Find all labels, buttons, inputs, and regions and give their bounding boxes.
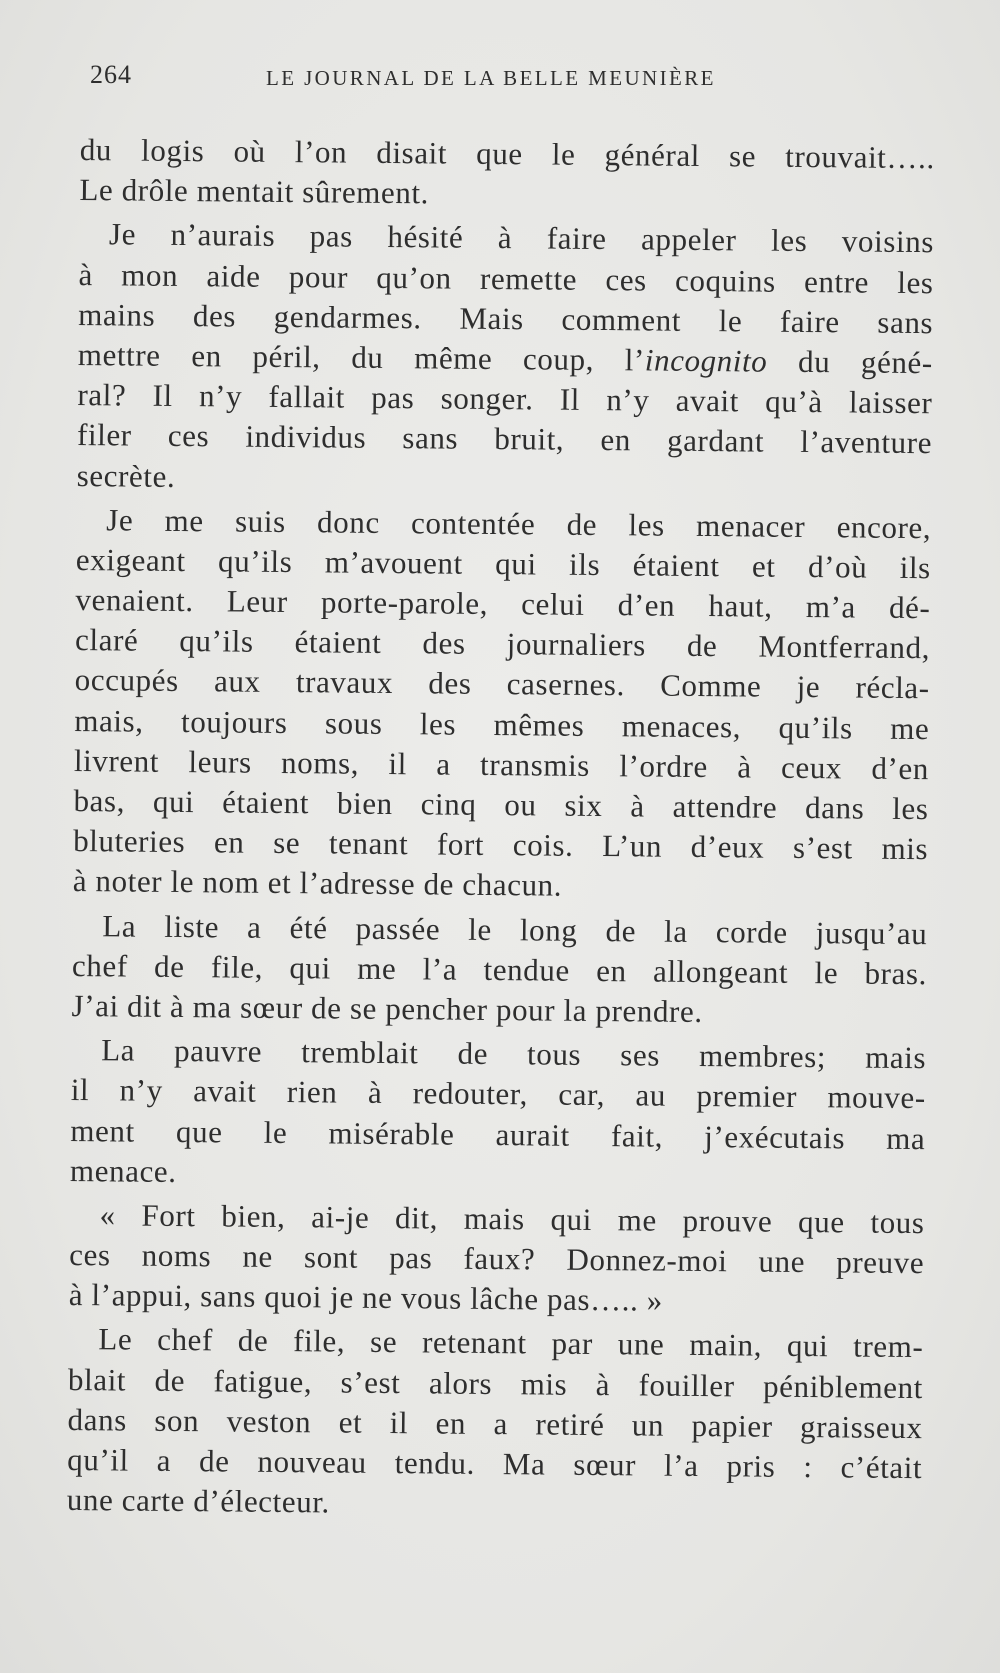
text-line: livrent leurs noms, il a transmis l’ordre à ceux d’en	[73, 742, 930, 786]
text-line: bluteries en se tenant fort cois. L’un d’eux s’est mis	[73, 823, 929, 867]
body-text	[67, 130, 935, 1529]
text-line: chef de file, qui me l’a tendue en allongeant le bras.	[71, 947, 928, 991]
text-line: exigeant qu’ils m’avouent qui ils étaient et d’où ils	[75, 541, 932, 586]
text-line: ral? Il n’y fallait pas songer. Il n’y avait qu’à laisser	[77, 377, 933, 421]
text-line: qu’il a de nouveau tendu. Ma sœur l’a pris : c’était	[67, 1441, 923, 1486]
text-line: Je me suis donc contentée de les menacer encore,	[106, 501, 932, 545]
text-line: ment que le misérable aurait fait, j’exécutais ma	[70, 1112, 926, 1156]
text-line: secrète.	[76, 457, 176, 494]
text-line: venaient. Leur porte-parole, celui d’en haut, m’a dé-	[75, 582, 931, 626]
text-line: dans son veston et il en a retiré un papier graisseux	[67, 1401, 923, 1445]
text-line: blait de fatigue, s’est alors mis à fouiller péniblement	[67, 1361, 924, 1405]
text-line: du logis où l’on disait que le général se trouvait…..	[79, 131, 935, 176]
page-number: 264	[90, 60, 132, 89]
text-line: menace.	[69, 1152, 177, 1189]
text-line: mais, toujours sous les mêmes menaces, qu’ils me	[74, 702, 930, 746]
running-head: LE JOURNAL DE LA BELLE MEUNIÈRE	[266, 66, 716, 90]
text-line: J’ai dit à ma sœur de se pencher pour la prendre.	[71, 987, 703, 1029]
text-line: filer ces individus sans bruit, en gardant l’aventure	[76, 417, 933, 461]
text-line: « Fort bien, ai-je dit, mais qui me prouve que tous	[99, 1197, 925, 1241]
text-line: Le chef de file, se retenant par une main, qui trem-	[98, 1321, 924, 1365]
text-segment: mettre en péril, du même coup, l’	[77, 336, 646, 378]
text-line: à noter le nom et l’adresse de chacun.	[72, 863, 563, 904]
text-line: une carte d’électeur.	[66, 1482, 331, 1520]
text-line: à mon aide pour qu’on remette ces coquins entre les	[78, 256, 934, 300]
text-line: ces noms ne sont pas faux? Donnez-moi une preuve	[69, 1237, 925, 1281]
text-line: claré qu’ils étaient des journaliers de Montferrand,	[74, 622, 931, 666]
text-line: mains des gendarmes. Mais comment le faire sans	[78, 296, 934, 340]
text-line: La pauvre tremblait de tous ses membres; mais	[101, 1032, 927, 1076]
text-segment: du géné-	[767, 343, 933, 381]
italic-word: incognito	[644, 342, 768, 379]
text-line: il n’y avait rien à redouter, car, au premier mouve-	[70, 1072, 926, 1116]
page-header	[90, 60, 780, 100]
text-line: La liste a été passée le long de la corde jusqu’au	[102, 907, 928, 951]
text-line: Je n’aurais pas hésité à faire appeler les voisins	[108, 216, 935, 260]
text-line: bas, qui étaient bien cinq ou six à attendre dans les	[73, 782, 929, 827]
text-line: Le drôle mentait sûrement.	[79, 172, 430, 211]
text-line: à l’appui, sans quoi je ne vous lâche pas….. »	[68, 1277, 664, 1318]
text-line: occupés aux travaux des casernes. Comme je récla-	[74, 662, 930, 706]
